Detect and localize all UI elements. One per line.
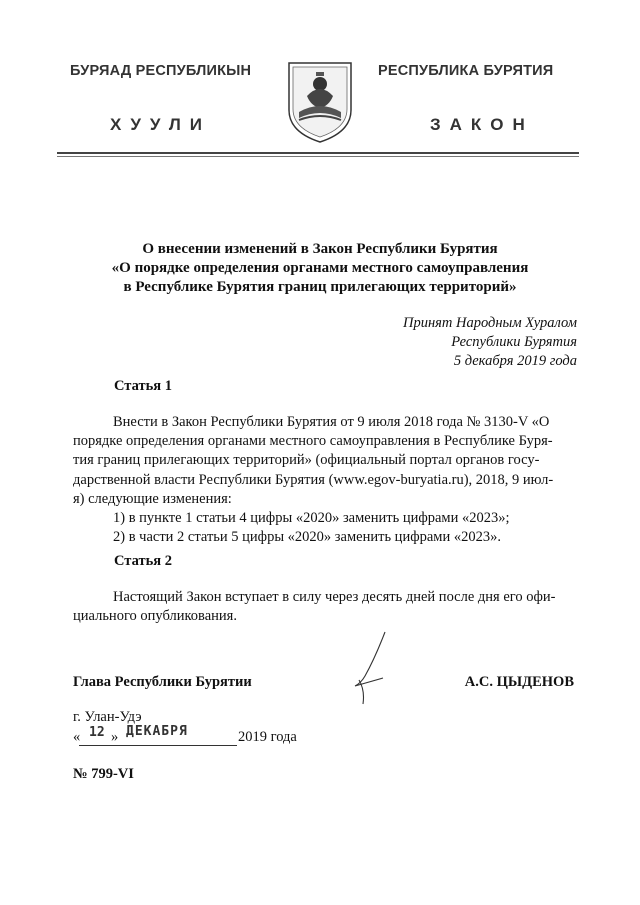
header-russian-law: ЗАКОН	[430, 115, 534, 134]
article-2-line: циального опубликования.	[73, 608, 237, 625]
header-rule-thin	[57, 156, 579, 157]
date-day-stamp: 12	[89, 725, 105, 740]
law-title-line: «О порядке определения органами местного самоуправления	[111, 260, 529, 276]
coat-of-arms-icon	[285, 60, 355, 144]
article-1-item: 2) в части 2 статьи 5 цифры «2020» заменить цифрами «2023».	[113, 529, 501, 546]
header-buryat-republic: БУРЯАД РЕСПУБЛИКЫН	[70, 63, 252, 79]
date-underline	[79, 745, 237, 746]
article-1-line: Внести в Закон Республики Бурятия от 9 июля 2018 года № 3130-V «О	[113, 414, 550, 430]
date-close-quote: »	[111, 729, 119, 745]
adoption-note-line: 5 декабря 2019 года	[453, 353, 577, 369]
article-1-line: я) следующие изменения:	[73, 490, 232, 507]
article-1-heading: Статья 1	[114, 378, 172, 394]
adoption-note-line: Республики Бурятия	[451, 334, 577, 350]
law-title	[70, 240, 570, 297]
article-2-line: Настоящий Закон вступает в силу через десять дней после дня его офи-	[113, 589, 556, 605]
article-1-line: тия границ прилегающих территорий» (официальный портал органов госу-	[73, 452, 540, 469]
adoption-note	[403, 314, 577, 371]
header-russian-republic: РЕСПУБЛИКА БУРЯТИЯ	[378, 63, 554, 79]
law-title-line: О внесении изменений в Закон Республики Бурятия	[142, 241, 498, 257]
date-year: 2019 года	[238, 729, 297, 745]
law-title-line: в Республике Бурятия границ прилегающих территорий»	[123, 279, 517, 295]
signatory-title: Глава Республики Бурятии	[73, 674, 252, 690]
signature-scrawl	[335, 628, 405, 708]
signing-date	[73, 724, 333, 751]
header-buryat-law: ХУУЛИ	[110, 115, 211, 134]
article-1-body	[73, 413, 578, 547]
header-rule-thick	[57, 152, 579, 154]
date-month-stamp: ДЕКАБРЯ	[126, 724, 188, 739]
law-number: № 799-VI	[73, 766, 134, 782]
article-2-heading: Статья 2	[114, 553, 172, 569]
article-1-line: дарственной власти Республики Бурятия (www.egov-buryatia.ru), 2018, 9 июл-	[73, 471, 554, 488]
adoption-note-line: Принят Народным Хуралом	[402, 315, 577, 331]
article-1-item: 1) в пункте 1 статьи 4 цифры «2020» заменить цифрами «2023»;	[113, 510, 510, 527]
place-of-signing: г. Улан-Удэ	[73, 709, 142, 725]
date-open-quote: «	[73, 729, 81, 745]
article-1-line: порядке определения органами местного самоуправления в Республике Буря-	[73, 433, 553, 450]
signatory-name: А.С. ЦЫДЕНОВ	[464, 674, 574, 690]
article-2-body	[73, 588, 578, 626]
